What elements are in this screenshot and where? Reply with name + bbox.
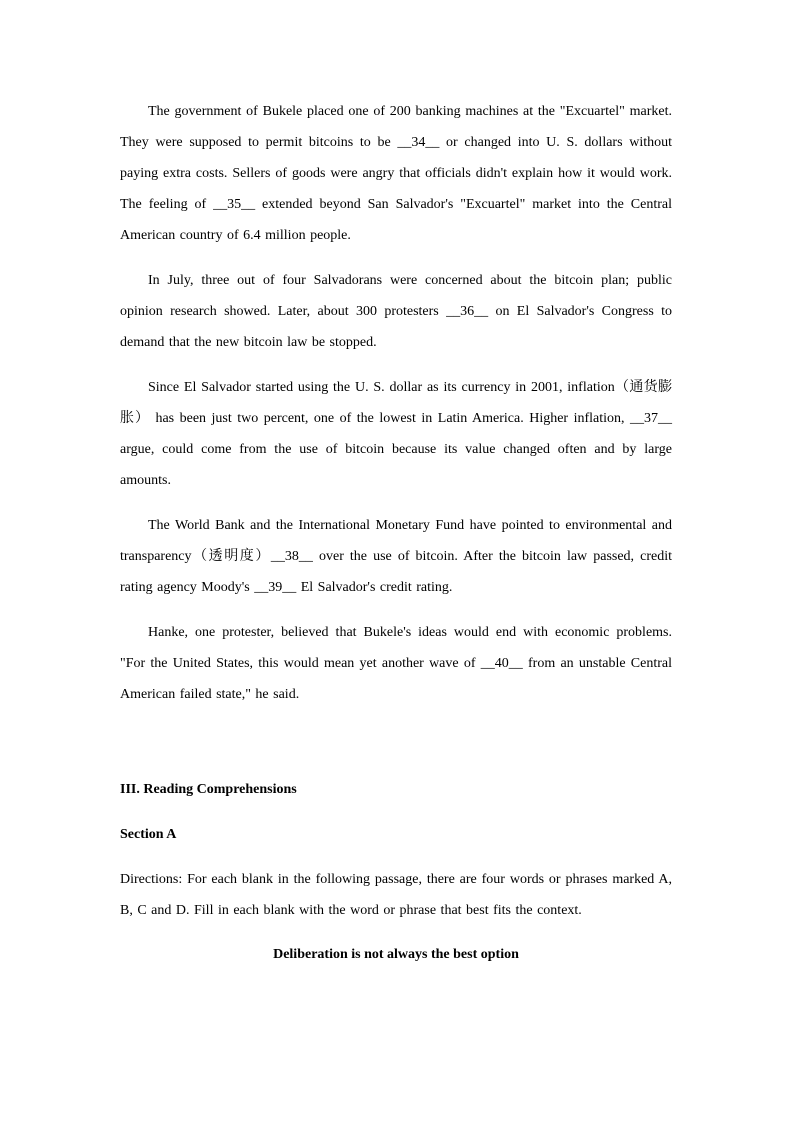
section-heading: III. Reading Comprehensions (120, 782, 297, 797)
document-page (120, 96, 672, 970)
passage-title: Deliberation is not always the best option (273, 947, 519, 962)
paragraph-inflation: Since El Salvador started using the U. S. dollar as its currency in 2001, inflation（通货膨胀） has been just two percent, one of the lowest in Latin America. Higher inflation, __37__ argue, could come from the use of bitcoin because its value changed often and by large amounts. (120, 380, 672, 488)
paragraph-hanke: Hanke, one protester, believed that Bukele's ideas would end with economic problems. "For the United States, this would mean yet another wave of __40__ from an unstable Central American failed state," he said. (120, 625, 672, 702)
paragraph-world-bank: The World Bank and the International Monetary Fund have pointed to environmental and transparency（透明度）__38__ over the use of bitcoin. After the bitcoin law passed, credit rating agency Moody's __39__ El Salvador's credit rating. (120, 518, 672, 595)
paragraph-july-concern: In July, three out of four Salvadorans were concerned about the bitcoin plan; public opinion research showed. Later, about 300 protesters __36__ on El Salvador's Congress to demand that the new bitcoin law be stopped. (120, 273, 672, 350)
subsection-heading: Section A (120, 827, 177, 842)
directions-text: Directions: For each blank in the following passage, there are four words or phrases marked A, B, C and D. Fill in each blank with the word or phrase that best fits the context. (120, 872, 672, 918)
paragraph-banking-machines: The government of Bukele placed one of 200 banking machines at the "Excuartel" market. They were supposed to permit bitcoins to be __34__ or changed into U. S. dollars without paying extra costs. Sellers of goods were angry that officials didn't explain how it would work. The feeling of __35__ extended beyond San Salvador's "Excuartel" market into the Central American country of 6.4 million people. (120, 104, 672, 243)
